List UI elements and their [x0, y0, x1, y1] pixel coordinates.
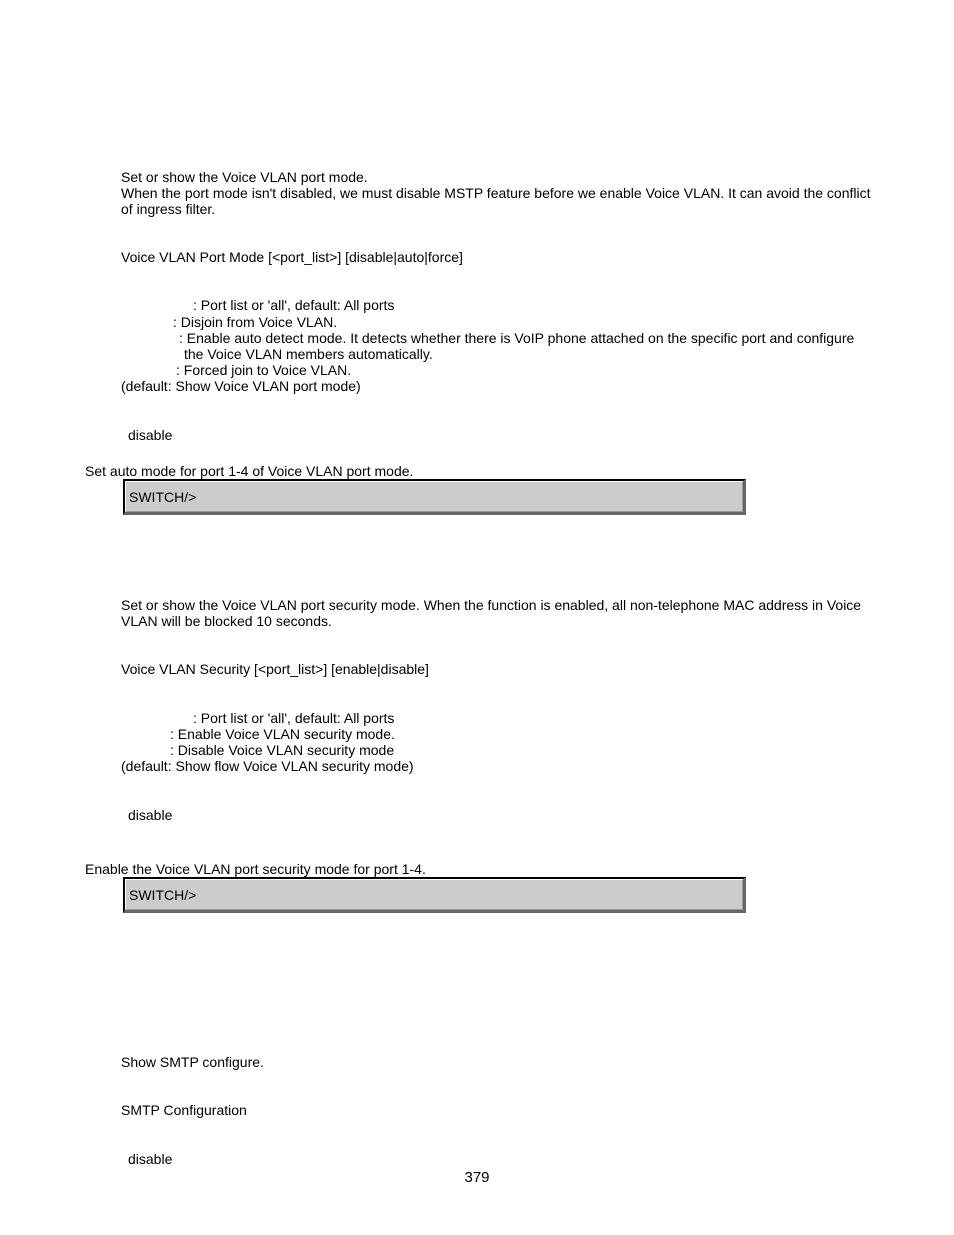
s1-description-line1: Set or show the Voice VLAN port mode. — [121, 169, 368, 185]
s2-param-port-list: : Port list or 'all', default: All ports — [193, 710, 395, 726]
s1-description-line3: of ingress filter. — [121, 201, 216, 217]
s1-example-prompt: SWITCH/> — [129, 489, 197, 505]
s2-description-line1: Set or show the Voice VLAN port security mode. When the function is enabled, all non-telephone MAC address in Voice — [121, 597, 862, 613]
s2-param-disable: : Disable Voice VLAN security mode — [170, 742, 395, 758]
s2-param-enable: : Enable Voice VLAN security mode. — [170, 726, 395, 742]
s1-example-description: Set auto mode for port 1-4 of Voice VLAN port mode. — [85, 463, 414, 479]
s1-syntax: Voice VLAN Port Mode [<port_list>] [disable|auto|force] — [121, 249, 463, 265]
s2-description-line2: VLAN will be blocked 10 seconds. — [121, 613, 332, 629]
s1-default-value: disable — [128, 427, 173, 443]
page-number: 379 — [464, 1169, 490, 1186]
s2-example-command-box — [123, 877, 746, 913]
s2-example-description: Enable the Voice VLAN port security mode for port 1-4. — [85, 861, 426, 877]
s1-param-auto-cont: the Voice VLAN members automatically. — [184, 346, 433, 362]
s1-param-default: (default: Show Voice VLAN port mode) — [121, 378, 361, 394]
s3-syntax: SMTP Configuration — [121, 1102, 247, 1118]
s2-example-prompt: SWITCH/> — [129, 887, 197, 903]
s2-syntax: Voice VLAN Security [<port_list>] [enable|disable] — [121, 661, 429, 677]
s2-default-value: disable — [128, 807, 173, 823]
s3-default-value: disable — [128, 1151, 173, 1167]
s2-param-default: (default: Show flow Voice VLAN security mode) — [121, 758, 414, 774]
s1-param-auto: : Enable auto detect mode. It detects whether there is VoIP phone attached on the specific port and configure — [179, 330, 855, 346]
s3-description: Show SMTP configure. — [121, 1054, 264, 1070]
s1-description-line2: When the port mode isn't disabled, we must disable MSTP feature before we enable Voice VLAN. It can avoid the conflict — [121, 185, 871, 201]
s1-example-command-box — [123, 479, 746, 515]
s1-param-force: : Forced join to Voice VLAN. — [176, 362, 352, 378]
s1-param-port-list: : Port list or 'all', default: All ports — [193, 297, 395, 313]
s1-param-disable: : Disjoin from Voice VLAN. — [173, 314, 338, 330]
